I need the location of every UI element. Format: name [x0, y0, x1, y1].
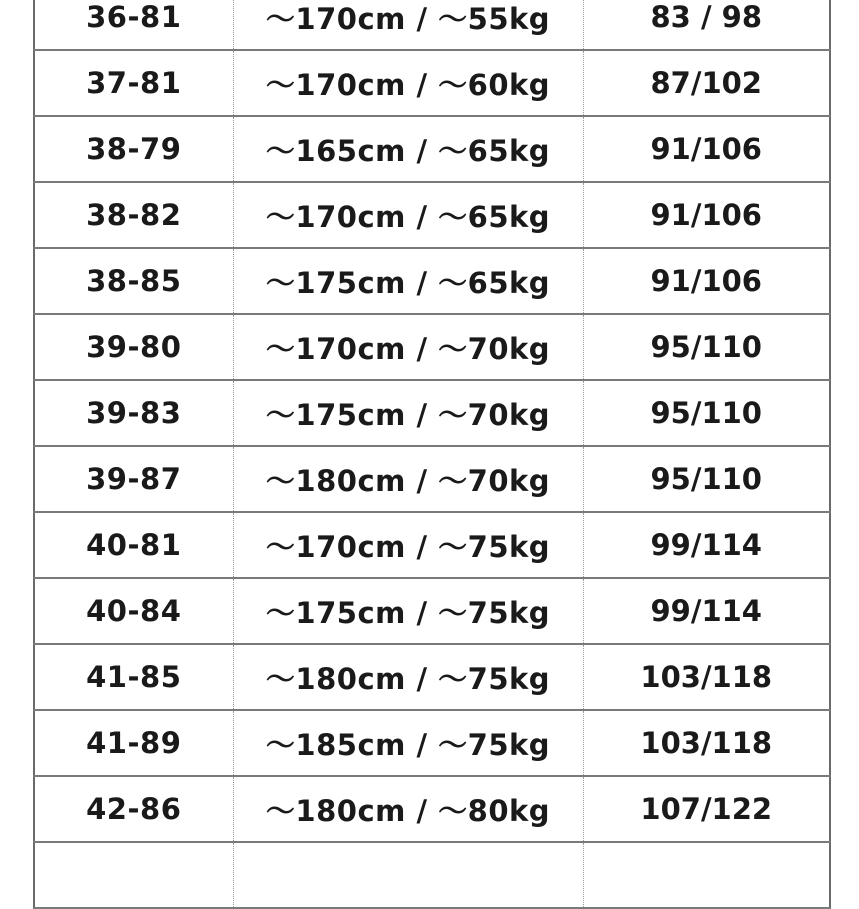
measurement-cell: 103/118: [583, 644, 830, 710]
table-row: [34, 182, 830, 248]
table-row: [34, 248, 830, 314]
size-cell-cut-off: [34, 842, 233, 908]
measurement-cell: 99/114: [583, 512, 830, 578]
height-weight-cell: ～175cm / ～70kg: [233, 380, 583, 446]
measurement-cell: 91/106: [583, 248, 830, 314]
size-table: [33, 0, 831, 909]
size-cell: 40-81: [34, 512, 233, 578]
table-row: [34, 314, 830, 380]
size-cell: 38-79: [34, 116, 233, 182]
height-weight-cell: ～170cm / ～60kg: [233, 50, 583, 116]
measurement-cell: 103/118: [583, 710, 830, 776]
measurement-cell: 107/122: [583, 776, 830, 842]
size-cell: 41-85: [34, 644, 233, 710]
height-weight-cell: ～165cm / ～65kg: [233, 116, 583, 182]
table-row: [34, 644, 830, 710]
table-row: [34, 578, 830, 644]
height-weight-cell: ～170cm / ～65kg: [233, 182, 583, 248]
size-table-body: [34, 0, 830, 908]
size-cell: 38-85: [34, 248, 233, 314]
height-weight-cell: ～180cm / ～70kg: [233, 446, 583, 512]
size-cell: 37-81: [34, 50, 233, 116]
measurement-cell-cut-off: [583, 842, 830, 908]
measurement-cell: 91/106: [583, 116, 830, 182]
height-weight-cell: ～185cm / ～75kg: [233, 710, 583, 776]
table-row: [34, 50, 830, 116]
height-weight-cell: ～170cm / ～75kg: [233, 512, 583, 578]
table-row: [34, 512, 830, 578]
size-cell: 38-82: [34, 182, 233, 248]
measurement-cell: 95/110: [583, 446, 830, 512]
size-cell: 36-81: [34, 0, 233, 50]
table-row: [34, 446, 830, 512]
measurement-cell: 95/110: [583, 380, 830, 446]
height-weight-cell: ～175cm / ～65kg: [233, 248, 583, 314]
size-cell: 41-89: [34, 710, 233, 776]
table-row: [34, 710, 830, 776]
measurement-cell: 83 / 98: [583, 0, 830, 50]
size-cell: 39-83: [34, 380, 233, 446]
size-cell: 39-80: [34, 314, 233, 380]
height-weight-cell: ～175cm / ～75kg: [233, 578, 583, 644]
measurement-cell: 99/114: [583, 578, 830, 644]
size-cell: 42-86: [34, 776, 233, 842]
measurement-cell: 95/110: [583, 314, 830, 380]
table-row: [34, 0, 830, 50]
height-weight-cell: ～180cm / ～75kg: [233, 644, 583, 710]
table-row: [34, 776, 830, 842]
measurement-cell: 91/106: [583, 182, 830, 248]
measurement-cell: 87/102: [583, 50, 830, 116]
height-weight-cell: ～170cm / ～70kg: [233, 314, 583, 380]
height-weight-cell-cut-off: [233, 842, 583, 908]
table-row: [34, 380, 830, 446]
size-cell: 39-87: [34, 446, 233, 512]
size-cell: 40-84: [34, 578, 233, 644]
height-weight-cell: ～170cm / ～55kg: [233, 0, 583, 50]
table-row-cut-off: [34, 842, 830, 908]
height-weight-cell: ～180cm / ～80kg: [233, 776, 583, 842]
table-row: [34, 116, 830, 182]
